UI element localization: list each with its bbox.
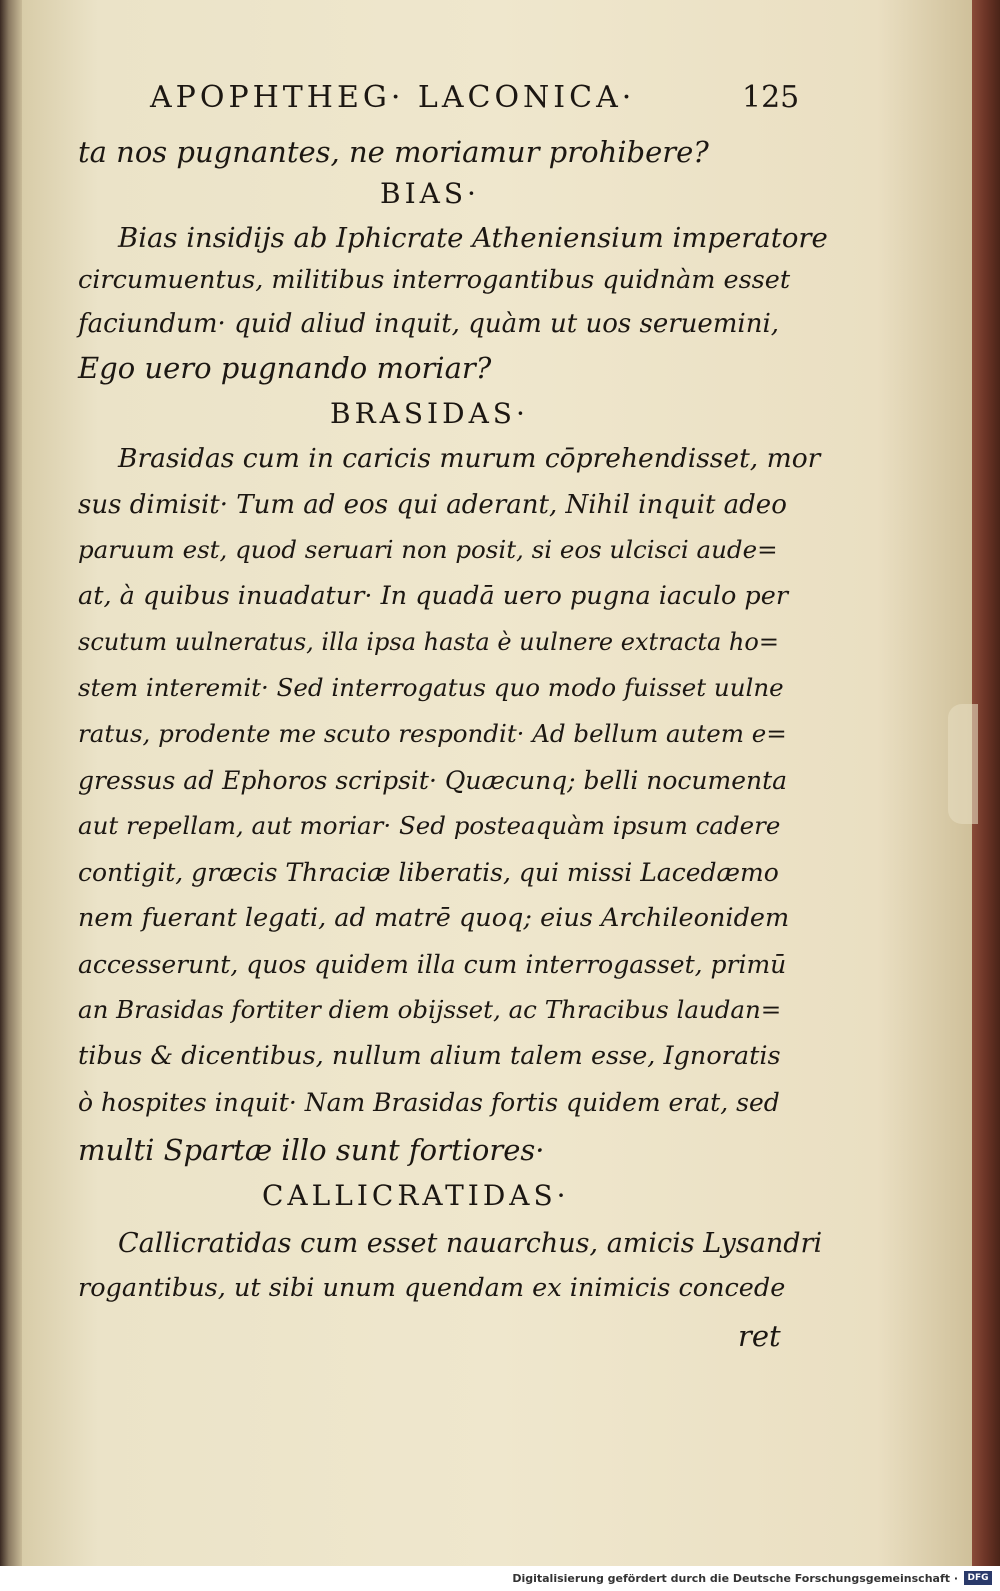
text-line: faciundum· quid aliud inquit, quàm ut uos seruemini, [78,309,780,339]
text-line: ò hospites inquit· Nam Brasidas fortis quidem erat, sed [78,1088,780,1117]
text-line: aut repellam, aut moriar· Sed posteaquàm ipsum cadere [78,811,781,840]
text-line: rogantibus, ut sibi unum quendam ex inimicis concede [78,1273,786,1303]
page-tab-marker [948,704,978,824]
text-line: tibus & dicentibus, nullum alium talem esse, Ignoratis [78,1041,781,1071]
text-line: circumuentus, militibus interrogantibus quidnàm esset [78,265,791,295]
digitization-footer [0,1566,1000,1591]
text-line: ratus, prodente me scuto respondit· Ad bellum autem e= [78,719,787,748]
footer-credit: Digitalisierung gefördert durch die Deutsche Forschungsgemeinschaft · [512,1572,958,1585]
text-line: nem fuerant legati, ad matrē quoq; eius Archileonidem [78,903,790,933]
text-line: paruum est, quod seruari non posit, si eos ulcisci aude= [78,535,778,564]
text-line: Callicratidas cum esset nauarchus, amicis Lysandri [118,1228,823,1259]
text-line: an Brasidas fortiter diem obijsset, ac Thracibus laudan= [78,995,782,1024]
text-line: scutum uulneratus, illa ipsa hasta è uulnere extracta ho= [78,628,779,656]
section-heading-brasidas: BRASIDAS· [330,397,529,430]
section-heading-bias: BIAS· [380,177,480,210]
text-line: accesserunt, quos quidem illa cum interrogasset, primū [78,950,787,979]
section-heading-callicratidas: CALLICRATIDAS· [262,1179,570,1212]
page-number: 125 [742,80,800,115]
running-title: APOPHTHEG· LACONICA· [150,80,636,115]
text-line: contigit, græcis Thraciæ liberatis, qui missi Lacedæmo [78,858,779,887]
text-line: multi Spartæ illo sunt fortiores· [78,1133,545,1167]
text-line: Ego uero pugnando moriar? [78,351,492,385]
text-line: Bias insidijs ab Iphicrate Atheniensium imperatore [118,222,828,254]
text-line: Brasidas cum in caricis murum cōprehendisset, mor [118,443,821,474]
dfg-logo-icon: DFG [964,1571,992,1585]
text-line: at, à quibus inuadatur· In quadā uero pugna iaculo per [78,581,789,611]
text-line: sus dimisit· Tum ad eos qui aderant, Nihil inquit adeo [78,490,787,520]
text-line: gressus ad Ephoros scripsit· Quæcunq; belli nocumenta [78,766,788,795]
catchword: ret [738,1319,781,1353]
text-line: ta nos pugnantes, ne moriamur prohibere? [78,135,709,169]
text-line: stem interemit· Sed interrogatus quo modo fuisset uulne [78,673,784,702]
book-binding-edge [0,0,22,1566]
